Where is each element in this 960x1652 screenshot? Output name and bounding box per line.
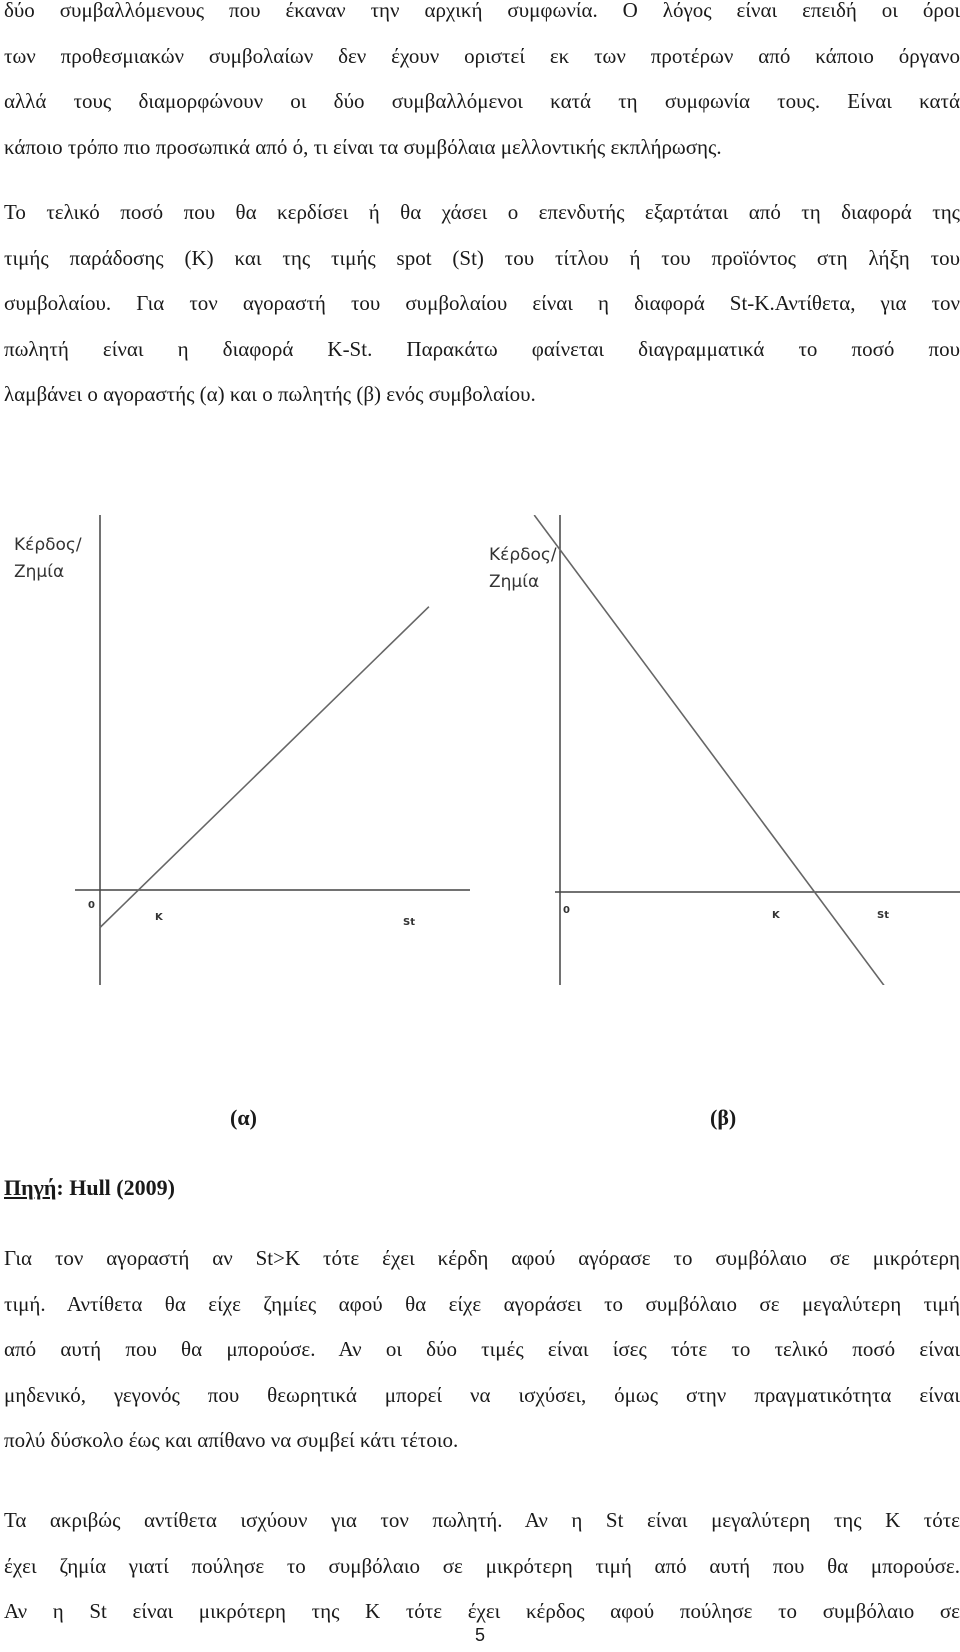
y-axis-label-line1: Κέρδος/ <box>489 545 557 565</box>
paragraph-payoff-intro <box>4 190 960 418</box>
chart-buyer-payoff <box>0 515 470 985</box>
text-line: των προθεσμιακών συμβολαίων δεν έχουν οριστεί εκ των προτέρων από κάποιο όργανο <box>4 43 960 68</box>
text-line: τιμής παράδοσης (Κ) και της τιμής spot (St) του τίτλου ή του προϊόντος στη λήξη του <box>4 245 960 270</box>
text-line: τιμή. Αντίθετα θα είχε ζημίες αφού θα είχε αγοράσει το συμβόλαιο σε μεγαλύτερη τιμή <box>4 1291 960 1316</box>
text-line: δύο συμβαλλόμενους που έκαναν την αρχική συμφωνία. Ο λόγος είναι επειδή οι όροι <box>4 0 960 22</box>
page-number: 5 <box>474 1625 485 1645</box>
chart-seller-svg <box>475 515 960 985</box>
chart-buyer-svg <box>0 515 470 985</box>
text-line: Τα ακριβώς αντίθετα ισχύουν για τον πωλητή. Αν η St είναι μεγαλύτερη της K τότε <box>4 1508 960 1532</box>
strike-label-k: K <box>155 912 163 923</box>
text-line: κάποιο τρόπο πιο προσωπικά από ό, τι είναι τα συμβόλαια μελλοντικής εκπλήρωσης. <box>4 134 722 159</box>
figure-caption-a: (α) <box>230 1105 257 1130</box>
y-axis-label-line2: Ζημία <box>489 572 540 592</box>
source-text: : Hull (2009) <box>56 1175 175 1200</box>
text-line: Για τον αγοραστή αν St>K τότε έχει κέρδη αφού αγόρασε το συμβόλαιο σε μικρότερη <box>4 1246 960 1270</box>
text-line: συμβολαίου. Για τον αγοραστή του συμβολαίου είναι η διαφορά St-K.Αντίθετα, για τον <box>4 291 960 315</box>
text-line: από αυτή που θα μπορούσε. Αν οι δύο τιμές είναι ίσες τότε το τελικό ποσό είναι <box>4 1337 960 1361</box>
origin-label: 0 <box>88 900 95 911</box>
paragraph-buyer-explanation <box>4 1236 960 1464</box>
text-line: αλλά τους διαμορφώνουν οι δύο συμβαλλόμενοι κατά τη συμφωνία τους. Είναι κατά <box>4 89 960 113</box>
y-axis-label-line2: Ζημία <box>14 562 65 582</box>
x-axis-label-st: St <box>403 917 415 928</box>
source-label: Πηγή <box>4 1175 57 1200</box>
origin-label: 0 <box>563 905 570 916</box>
text-line: Αν η St είναι μικρότερη της K τότε έχει κέρδος αφού πούλησε το συμβόλαιο σε <box>4 1599 960 1623</box>
text-line: έχει ζημία γιατί πούλησε το συμβόλαιο σε μικρότερη τιμή από αυτή που θα μπορούσε. <box>4 1553 960 1578</box>
payoff-line <box>534 515 895 985</box>
payoff-line <box>100 607 429 928</box>
text-line: λαμβάνει ο αγοραστής (α) και ο πωλητής (β) ενός συμβολαίου. <box>4 382 536 406</box>
text-line: πωλητή είναι η διαφορά K-St. Παρακάτω φαίνεται διαγραμματικά το ποσό που <box>4 336 960 361</box>
text-line: πολύ δύσκολο έως και απίθανο να συμβεί κάτι τέτοιο. <box>4 1428 459 1452</box>
figure-caption-b: (β) <box>710 1105 737 1130</box>
y-axis-label-line1: Κέρδος/ <box>14 535 82 555</box>
chart-seller-payoff <box>475 515 960 985</box>
x-axis-label-st: St <box>877 910 889 921</box>
paragraph-forward-contracts <box>4 0 960 170</box>
paragraph-seller-explanation <box>4 1498 960 1635</box>
strike-label-k: K <box>772 910 780 921</box>
text-line: μηδενικό, γεγονός που θεωρητικά μπορεί να ισχύσει, όμως στην πραγματικότητα είναι <box>4 1382 960 1407</box>
text-line: Το τελικό ποσό που θα κερδίσει ή θα χάσει ο επενδυτής εξαρτάται από τη διαφορά της <box>4 200 960 224</box>
figure-source <box>4 1175 175 1201</box>
